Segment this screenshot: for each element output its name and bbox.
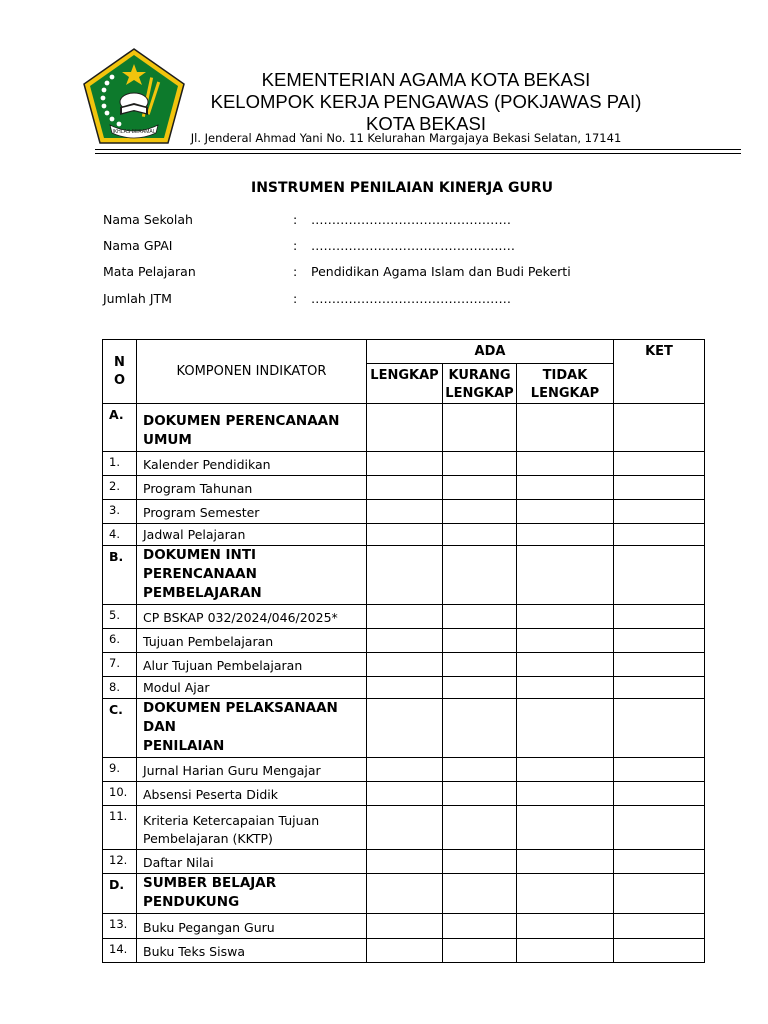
- lengkap-cell[interactable]: [367, 914, 443, 939]
- tidak-lengkap-cell[interactable]: [517, 914, 614, 939]
- tidak-lengkap-cell[interactable]: [517, 524, 614, 546]
- row-number: 9.: [103, 758, 137, 782]
- table-row: [103, 452, 705, 476]
- kurang-lengkap-cell[interactable]: [443, 629, 517, 653]
- table-row: [103, 782, 705, 806]
- lengkap-cell[interactable]: [367, 629, 443, 653]
- document-title: INSTRUMEN PENILAIAN KINERJA GURU: [251, 180, 553, 196]
- tidak-lengkap-cell[interactable]: [517, 874, 614, 914]
- working-group-name: KELOMPOK KERJA PENGAWAS (POKJAWAS PAI): [210, 91, 642, 112]
- ket-cell[interactable]: [614, 653, 705, 677]
- kurang-lengkap-cell[interactable]: [443, 677, 517, 699]
- tidak-lengkap-cell[interactable]: [517, 850, 614, 874]
- tidak-lengkap-cell[interactable]: [517, 452, 614, 476]
- kurang-lengkap-cell[interactable]: [443, 874, 517, 914]
- row-number: 4.: [103, 524, 137, 546]
- lengkap-cell[interactable]: [367, 452, 443, 476]
- field-colon: :: [293, 264, 298, 279]
- row-number: D.: [103, 874, 137, 914]
- tidak-lengkap-cell[interactable]: [517, 939, 614, 963]
- field-label: Nama GPAI: [103, 238, 173, 253]
- row-number: 8.: [103, 677, 137, 699]
- table-row: [103, 605, 705, 629]
- lengkap-cell[interactable]: [367, 806, 443, 850]
- row-number: C.: [103, 699, 137, 758]
- lengkap-cell[interactable]: [367, 874, 443, 914]
- header-ada: ADA: [367, 340, 614, 364]
- lengkap-cell[interactable]: [367, 677, 443, 699]
- section-heading: DOKUMEN PERENCANAAN UMUM: [137, 404, 367, 452]
- lengkap-cell[interactable]: [367, 699, 443, 758]
- header-rule-thin: [95, 153, 741, 154]
- lengkap-cell[interactable]: [367, 782, 443, 806]
- tidak-lengkap-cell[interactable]: [517, 605, 614, 629]
- tidak-lengkap-cell[interactable]: [517, 653, 614, 677]
- indicator-label: Kriteria Ketercapaian Tujuan Pembelajaran (KKTP): [137, 806, 367, 850]
- table-row: [103, 629, 705, 653]
- lengkap-cell[interactable]: [367, 404, 443, 452]
- row-number: 2.: [103, 476, 137, 500]
- tidak-lengkap-cell[interactable]: [517, 404, 614, 452]
- row-number: 13.: [103, 914, 137, 939]
- field-colon: :: [293, 291, 298, 306]
- ket-cell[interactable]: [614, 476, 705, 500]
- table-row: [103, 914, 705, 939]
- kurang-lengkap-cell[interactable]: [443, 699, 517, 758]
- office-address: Jl. Jenderal Ahmad Yani No. 11 Kelurahan Margajaya Bekasi Selatan, 17141: [190, 131, 622, 145]
- ket-cell[interactable]: [614, 874, 705, 914]
- table-row: [103, 546, 705, 605]
- table-row: [103, 758, 705, 782]
- lengkap-cell[interactable]: [367, 850, 443, 874]
- indicator-label: Buku Teks Siswa: [137, 939, 367, 963]
- kurang-lengkap-cell[interactable]: [443, 452, 517, 476]
- table-row: [103, 850, 705, 874]
- row-number: 10.: [103, 782, 137, 806]
- row-number: 11.: [103, 806, 137, 850]
- row-number: B.: [103, 546, 137, 605]
- row-number: 1.: [103, 452, 137, 476]
- ministry-name: KEMENTERIAN AGAMA KOTA BEKASI: [261, 69, 591, 90]
- lengkap-cell[interactable]: [367, 939, 443, 963]
- indicator-label: Program Semester: [137, 500, 367, 524]
- field-value[interactable]: Pendidikan Agama Islam dan Budi Pekerti: [311, 264, 571, 279]
- ket-cell[interactable]: [614, 404, 705, 452]
- section-heading: DOKUMEN INTI PERENCANAAN PEMBELAJARAN: [137, 546, 367, 605]
- table-row: [103, 874, 705, 914]
- table-row: [103, 524, 705, 546]
- table-row: [103, 677, 705, 699]
- header-no: N O: [103, 340, 137, 404]
- field-value[interactable]: …………………………………………: [311, 291, 511, 306]
- lengkap-cell[interactable]: [367, 524, 443, 546]
- kemenag-logo: [82, 47, 186, 145]
- kurang-lengkap-cell[interactable]: [443, 500, 517, 524]
- logo-banner-text: IKHLAS BERAMAL: [112, 129, 156, 135]
- section-heading: SUMBER BELAJAR PENDUKUNG: [137, 874, 367, 914]
- field-label: Jumlah JTM: [103, 291, 172, 306]
- ket-cell[interactable]: [614, 806, 705, 850]
- ket-cell[interactable]: [614, 850, 705, 874]
- tidak-lengkap-cell[interactable]: [517, 806, 614, 850]
- tidak-lengkap-cell[interactable]: [517, 699, 614, 758]
- indicator-label: Daftar Nilai: [137, 850, 367, 874]
- field-colon: :: [293, 238, 298, 253]
- kurang-lengkap-cell[interactable]: [443, 404, 517, 452]
- indicator-label: Kalender Pendidikan: [137, 452, 367, 476]
- ket-cell[interactable]: [614, 452, 705, 476]
- tidak-lengkap-cell[interactable]: [517, 782, 614, 806]
- header-tidak-lengkap: TIDAK LENGKAP: [517, 364, 614, 404]
- ket-cell[interactable]: [614, 500, 705, 524]
- assessment-table: [102, 339, 705, 963]
- row-number: A.: [103, 404, 137, 452]
- tidak-lengkap-cell[interactable]: [517, 677, 614, 699]
- field-label: Mata Pelajaran: [103, 264, 196, 279]
- kurang-lengkap-cell[interactable]: [443, 914, 517, 939]
- indicator-label: Modul Ajar: [137, 677, 367, 699]
- tidak-lengkap-cell[interactable]: [517, 500, 614, 524]
- lengkap-cell[interactable]: [367, 546, 443, 605]
- tidak-lengkap-cell[interactable]: [517, 546, 614, 605]
- field-colon: :: [293, 212, 298, 227]
- row-number: 3.: [103, 500, 137, 524]
- lengkap-cell[interactable]: [367, 476, 443, 500]
- field-value[interactable]: …………………………………………: [311, 212, 511, 227]
- table-row: [103, 500, 705, 524]
- indicator-label: Alur Tujuan Pembelajaran: [137, 653, 367, 677]
- kurang-lengkap-cell[interactable]: [443, 476, 517, 500]
- ket-cell[interactable]: [614, 782, 705, 806]
- row-number: 14.: [103, 939, 137, 963]
- kurang-lengkap-cell[interactable]: [443, 806, 517, 850]
- lengkap-cell[interactable]: [367, 605, 443, 629]
- table-row: [103, 699, 705, 758]
- row-number: 12.: [103, 850, 137, 874]
- kurang-lengkap-cell[interactable]: [443, 782, 517, 806]
- indicator-label: CP BSKAP 032/2024/046/2025*: [137, 605, 367, 629]
- kurang-lengkap-cell[interactable]: [443, 605, 517, 629]
- ket-cell[interactable]: [614, 629, 705, 653]
- indicator-label: Tujuan Pembelajaran: [137, 629, 367, 653]
- field-value[interactable]: ……………………………………….…: [311, 238, 515, 253]
- kurang-lengkap-cell[interactable]: [443, 939, 517, 963]
- section-heading: DOKUMEN PELAKSANAAN DAN PENILAIAN: [137, 699, 367, 758]
- header-ket: KET: [614, 340, 705, 404]
- table-row: [103, 939, 705, 963]
- kurang-lengkap-cell[interactable]: [443, 653, 517, 677]
- table-row: [103, 653, 705, 677]
- ket-cell[interactable]: [614, 677, 705, 699]
- ket-cell[interactable]: [614, 758, 705, 782]
- row-number: 6.: [103, 629, 137, 653]
- tidak-lengkap-cell[interactable]: [517, 629, 614, 653]
- ket-cell[interactable]: [614, 605, 705, 629]
- indicator-label: Jadwal Pelajaran: [137, 524, 367, 546]
- assessment-table-body: [103, 404, 705, 963]
- kurang-lengkap-cell[interactable]: [443, 546, 517, 605]
- indicator-label: Jurnal Harian Guru Mengajar: [137, 758, 367, 782]
- tidak-lengkap-cell[interactable]: [517, 758, 614, 782]
- tidak-lengkap-cell[interactable]: [517, 476, 614, 500]
- kurang-lengkap-cell[interactable]: [443, 524, 517, 546]
- header-rule-thick: [95, 149, 741, 150]
- indicator-label: Buku Pegangan Guru: [137, 914, 367, 939]
- row-number: 7.: [103, 653, 137, 677]
- indicator-label: Absensi Peserta Didik: [137, 782, 367, 806]
- lengkap-cell[interactable]: [367, 758, 443, 782]
- kurang-lengkap-cell[interactable]: [443, 758, 517, 782]
- header-komponen-indikator: KOMPONEN INDIKATOR: [137, 340, 367, 404]
- ket-cell[interactable]: [614, 699, 705, 758]
- lengkap-cell[interactable]: [367, 653, 443, 677]
- header-lengkap: LENGKAP: [367, 364, 443, 404]
- lengkap-cell[interactable]: [367, 500, 443, 524]
- table-row: [103, 476, 705, 500]
- table-row: [103, 404, 705, 452]
- ket-cell[interactable]: [614, 939, 705, 963]
- city-name: KOTA BEKASI: [366, 113, 486, 134]
- field-label: Nama Sekolah: [103, 212, 193, 227]
- ket-cell[interactable]: [614, 524, 705, 546]
- kurang-lengkap-cell[interactable]: [443, 850, 517, 874]
- row-number: 5.: [103, 605, 137, 629]
- table-row: [103, 806, 705, 850]
- ket-cell[interactable]: [614, 546, 705, 605]
- ket-cell[interactable]: [614, 914, 705, 939]
- header-kurang-lengkap: KURANG LENGKAP: [443, 364, 517, 404]
- indicator-label: Program Tahunan: [137, 476, 367, 500]
